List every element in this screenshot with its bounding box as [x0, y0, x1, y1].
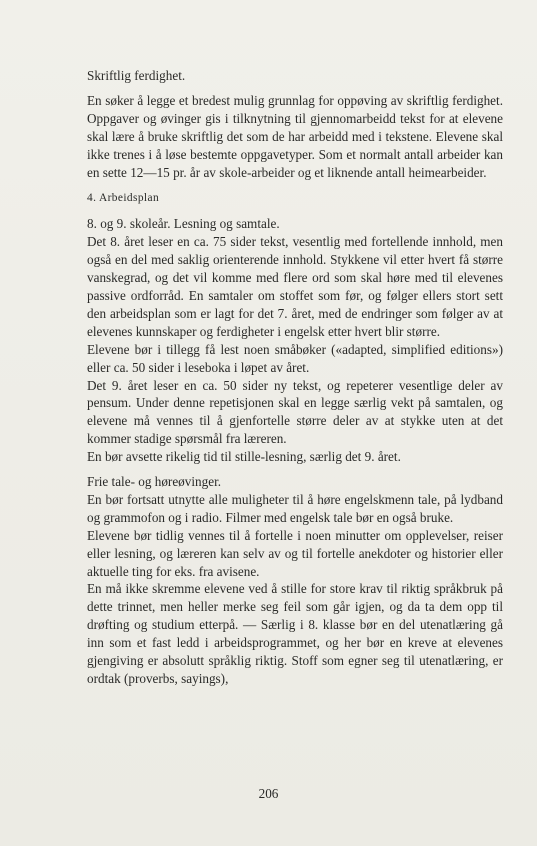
paragraph-stille-lesning: En bør avsette rikelig tid til stille-lesning, særlig det 9. året.: [87, 449, 401, 465]
paragraph-9-aret: Det 9. året leser en ca. 50 sider ny tekst, og repeterer vesentlige deler av pensum. Under denne repetisjonen skal en legge særlig vekt på samtalen, og elevene må vennes til å gjenfortelle større deler av at stykke uten at det kommer stadige spørsmål fra læreren.: [87, 377, 503, 447]
paragraph-skriftlig: En søker å legge et bredest mulig grunnlag for oppøving av skriftlig ferdighet. Oppgaver og øvinger gis i tilknytning til gjennomarbeidd tekst for at elevene skal lære å bruke skriftlig det som de har arbeidd med i tekstene. Elevene skal ikke trenes i å løse bestemte oppgavetyper. Som et normalt antall arbeider kan en sette 12—15 pr. år av skole-arbeider og et liknende antall heimearbeider.: [87, 92, 503, 180]
paragraph-8-aret: Det 8. året leser en ca. 75 sider tekst, vesentlig med fortellende innhold, men også en del med saklig orienterende innhold. Stykkene vil etter hvert få større vanskegrad, og det vil komme med flere ord som skal høre med til elevenes passive ordforråd. En samtaler om stoffet som før, og følger ellers stort sett den arbeidsplan som er lagt for det 7. året, med de endringer som følger av at elevenes kunnskaper og ferdigheter i engelsk etter hvert blir større.: [87, 234, 503, 339]
paragraph-skremme: En må ikke skremme elevene ved å stille for store krav til riktig språkbruk på dette trinnet, men heller merke seg feil som går igjen, og da ta dem opp til drøfting og studium etterpå. — Særlig i 8. klasse bør en del utenatlæring gå inn som et fast ledd i arbeidsprogrammet, og her bør en kreve at elevenes gjengiving er absolutt språklig riktig. Stoff som egner seg til utenatlæring, er ordtak (proverbs, sayings),: [87, 581, 503, 686]
section-intro: Skriftlig ferdighet.: [87, 68, 186, 83]
body-text: [87, 67, 503, 688]
paragraph-smaboker: Elevene bør i tillegg få lest noen småbøker («adapted, simplified editions») eller ca. 50 sider i leseboka i løpet av året.: [87, 341, 503, 375]
page-number: 206: [258, 786, 279, 801]
paragraph-fortelle: Elevene bør tidlig vennes til å fortelle i noen minutter om opplevelser, reiser eller lesning, og læreren kan selv av og til fortelle anekdoter og historier eller aktuelle ting for eks. fra avisene.: [87, 527, 503, 579]
subheading-tale: Frie tale- og høreøvinger.: [87, 474, 222, 490]
subheading-lesning: 8. og 9. skoleår. Lesning og samtale.: [87, 216, 280, 232]
section-heading: 4. Arbeidsplan: [87, 192, 160, 205]
paragraph-hore-engelskmenn: En bør fortsatt utnytte alle muligheter til å høre engelskmenn tale, på lydband og grammofon og i radio. Filmer med engelsk tale bør en også bruke.: [87, 491, 503, 525]
